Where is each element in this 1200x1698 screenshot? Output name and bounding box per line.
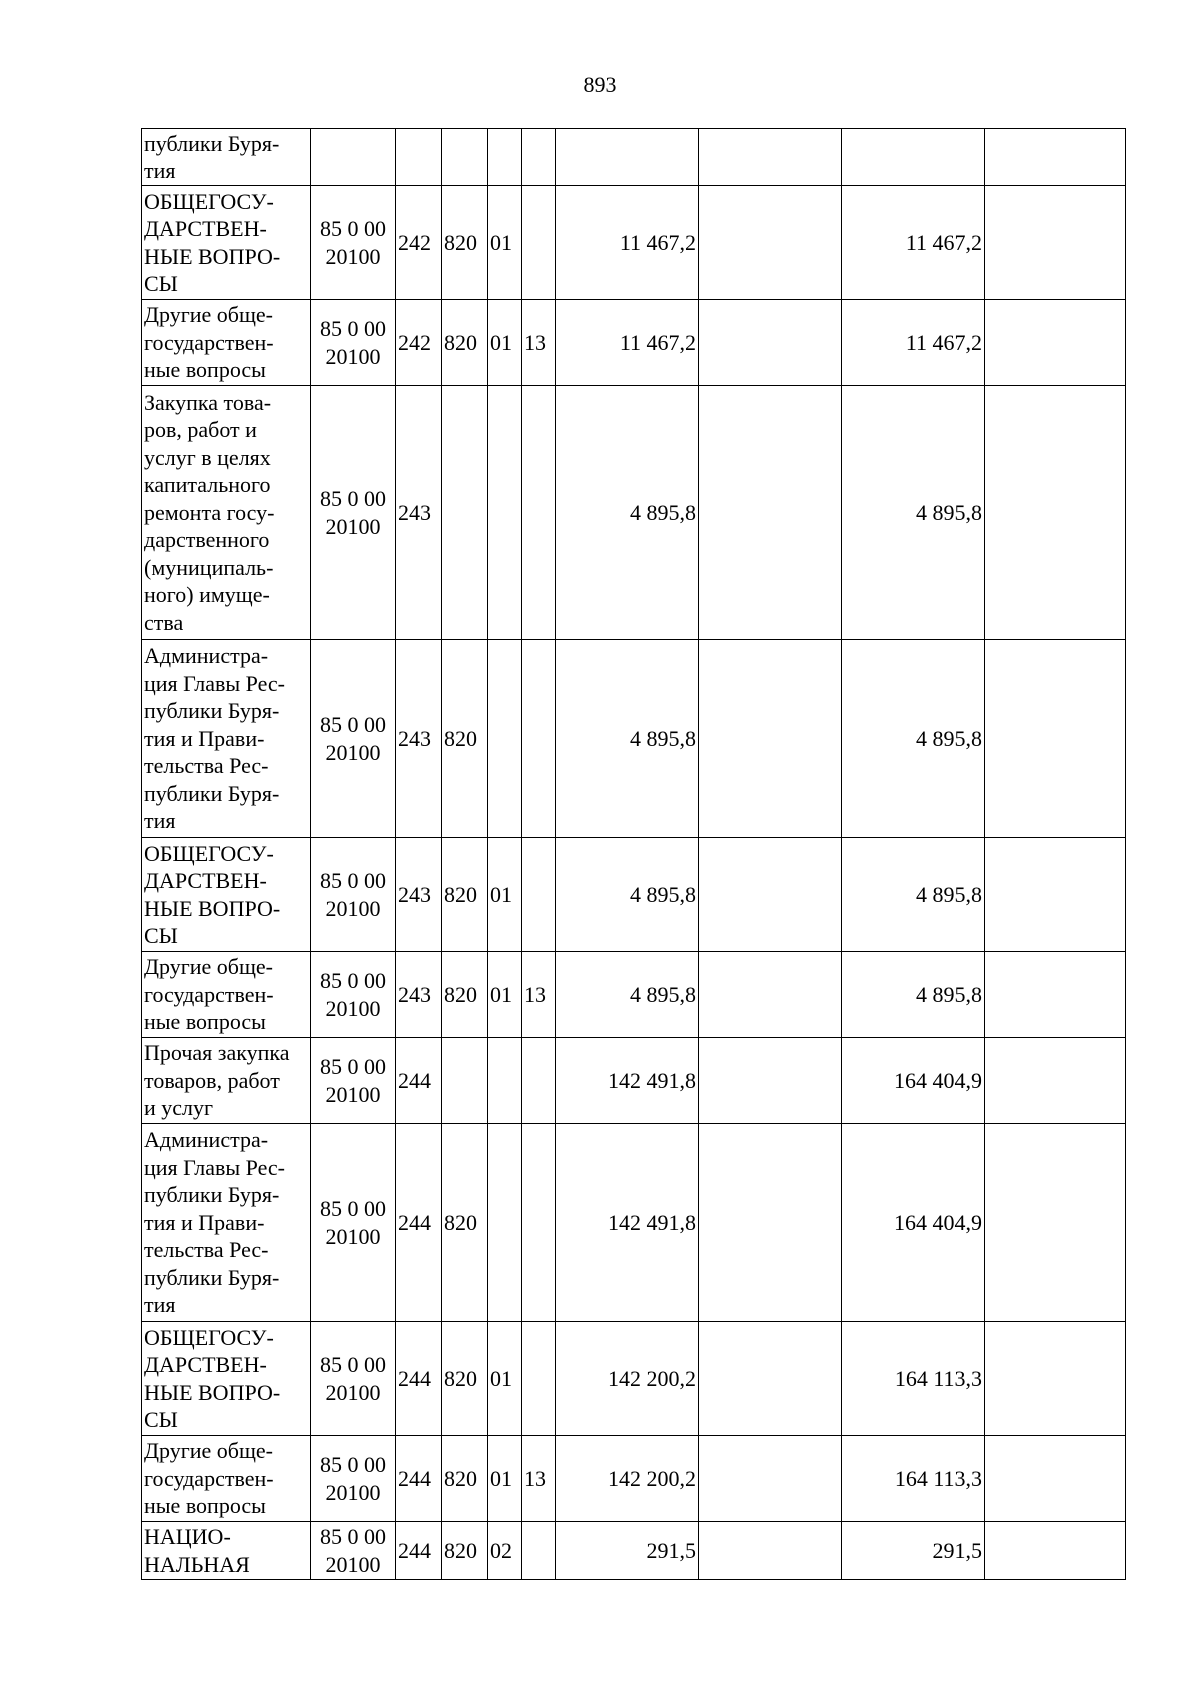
csr-cell: 85 0 00 20100 xyxy=(311,300,396,386)
amount-cell-3: 164 113,3 xyxy=(842,1322,985,1436)
name-cell: Администра- ция Главы Рес- публики Буря- тия и Прави- тельства Рес- публики Буря- тия xyxy=(142,640,311,838)
table-row xyxy=(142,640,1126,838)
vr-cell: 244 xyxy=(396,1436,442,1522)
table-row xyxy=(142,129,1126,186)
amount-cell-2 xyxy=(699,838,842,952)
rz-cell xyxy=(488,1038,522,1124)
amount-cell-2 xyxy=(699,300,842,386)
amount-cell-4 xyxy=(985,1322,1126,1436)
amount-cell-3: 291,5 xyxy=(842,1522,985,1580)
amount-cell-2 xyxy=(699,186,842,300)
name-cell: ОБЩЕГОСУ- ДАРСТВЕН- НЫЕ ВОПРО- СЫ xyxy=(142,186,311,300)
amount-cell-3: 164 113,3 xyxy=(842,1436,985,1522)
csr-cell: 85 0 00 20100 xyxy=(311,640,396,838)
amount-cell-2 xyxy=(699,1322,842,1436)
rz-cell: 01 xyxy=(488,838,522,952)
amount-cell-1: 142 200,2 xyxy=(556,1436,699,1522)
vr-cell: 242 xyxy=(396,186,442,300)
pr-cell: 13 xyxy=(522,300,556,386)
csr-cell: 85 0 00 20100 xyxy=(311,386,396,640)
amount-cell-1: 4 895,8 xyxy=(556,386,699,640)
amount-cell-3: 164 404,9 xyxy=(842,1124,985,1322)
amount-cell-2 xyxy=(699,1038,842,1124)
ved-cell: 820 xyxy=(442,1436,488,1522)
ved-cell: 820 xyxy=(442,1522,488,1580)
name-cell: публики Буря- тия xyxy=(142,129,311,186)
budget-table xyxy=(141,128,1126,1580)
amount-cell-3: 164 404,9 xyxy=(842,1038,985,1124)
table-row xyxy=(142,1124,1126,1322)
name-cell: ОБЩЕГОСУ- ДАРСТВЕН- НЫЕ ВОПРО- СЫ xyxy=(142,838,311,952)
rz-cell xyxy=(488,640,522,838)
pr-cell xyxy=(522,640,556,838)
pr-cell xyxy=(522,1322,556,1436)
table-row xyxy=(142,1322,1126,1436)
amount-cell-1: 142 491,8 xyxy=(556,1124,699,1322)
amount-cell-4 xyxy=(985,952,1126,1038)
table-row xyxy=(142,300,1126,386)
pr-cell xyxy=(522,1522,556,1580)
amount-cell-4 xyxy=(985,1436,1126,1522)
vr-cell: 243 xyxy=(396,952,442,1038)
vr-cell: 243 xyxy=(396,640,442,838)
rz-cell xyxy=(488,386,522,640)
amount-cell-1: 142 491,8 xyxy=(556,1038,699,1124)
name-cell: Администра- ция Главы Рес- публики Буря- тия и Прави- тельства Рес- публики Буря- тия xyxy=(142,1124,311,1322)
csr-cell: 85 0 00 20100 xyxy=(311,1322,396,1436)
amount-cell-2 xyxy=(699,1522,842,1580)
amount-cell-1: 291,5 xyxy=(556,1522,699,1580)
amount-cell-4 xyxy=(985,386,1126,640)
rz-cell xyxy=(488,129,522,186)
amount-cell-1: 4 895,8 xyxy=(556,838,699,952)
name-cell: Другие обще- государствен- ные вопросы xyxy=(142,300,311,386)
table-row xyxy=(142,386,1126,640)
csr-cell: 85 0 00 20100 xyxy=(311,1522,396,1580)
amount-cell-2 xyxy=(699,952,842,1038)
csr-cell: 85 0 00 20100 xyxy=(311,1038,396,1124)
rz-cell: 02 xyxy=(488,1522,522,1580)
pr-cell: 13 xyxy=(522,1436,556,1522)
name-cell: Закупка това- ров, работ и услуг в целях капитального ремонта госу- дарственного (муниципаль- ного) имуще- ства xyxy=(142,386,311,640)
vr-cell: 242 xyxy=(396,300,442,386)
ved-cell xyxy=(442,386,488,640)
vr-cell: 243 xyxy=(396,838,442,952)
table-row xyxy=(142,1038,1126,1124)
csr-cell: 85 0 00 20100 xyxy=(311,186,396,300)
rz-cell: 01 xyxy=(488,1322,522,1436)
ved-cell xyxy=(442,129,488,186)
ved-cell: 820 xyxy=(442,186,488,300)
vr-cell: 244 xyxy=(396,1124,442,1322)
amount-cell-1: 142 200,2 xyxy=(556,1322,699,1436)
name-cell: Прочая закупка товаров, работ и услуг xyxy=(142,1038,311,1124)
amount-cell-2 xyxy=(699,1436,842,1522)
amount-cell-2 xyxy=(699,640,842,838)
ved-cell: 820 xyxy=(442,838,488,952)
rz-cell xyxy=(488,1124,522,1322)
amount-cell-2 xyxy=(699,386,842,640)
amount-cell-3: 11 467,2 xyxy=(842,300,985,386)
table-row xyxy=(142,838,1126,952)
pr-cell xyxy=(522,186,556,300)
rz-cell: 01 xyxy=(488,1436,522,1522)
amount-cell-3: 4 895,8 xyxy=(842,640,985,838)
pr-cell xyxy=(522,129,556,186)
vr-cell: 244 xyxy=(396,1522,442,1580)
amount-cell-1 xyxy=(556,129,699,186)
pr-cell xyxy=(522,838,556,952)
name-cell: Другие обще- государствен- ные вопросы xyxy=(142,1436,311,1522)
csr-cell: 85 0 00 20100 xyxy=(311,838,396,952)
ved-cell xyxy=(442,1038,488,1124)
pr-cell xyxy=(522,386,556,640)
table-row xyxy=(142,1522,1126,1580)
ved-cell: 820 xyxy=(442,640,488,838)
amount-cell-4 xyxy=(985,186,1126,300)
vr-cell xyxy=(396,129,442,186)
ved-cell: 820 xyxy=(442,1322,488,1436)
table-row xyxy=(142,952,1126,1038)
rz-cell: 01 xyxy=(488,300,522,386)
amount-cell-2 xyxy=(699,129,842,186)
amount-cell-3: 4 895,8 xyxy=(842,838,985,952)
pr-cell: 13 xyxy=(522,952,556,1038)
table-row xyxy=(142,1436,1126,1522)
amount-cell-3: 11 467,2 xyxy=(842,186,985,300)
name-cell: НАЦИО- НАЛЬНАЯ xyxy=(142,1522,311,1580)
pr-cell xyxy=(522,1124,556,1322)
csr-cell: 85 0 00 20100 xyxy=(311,1436,396,1522)
amount-cell-4 xyxy=(985,1124,1126,1322)
amount-cell-3: 4 895,8 xyxy=(842,952,985,1038)
table-body xyxy=(142,129,1126,1580)
pr-cell xyxy=(522,1038,556,1124)
amount-cell-3 xyxy=(842,129,985,186)
amount-cell-4 xyxy=(985,640,1126,838)
amount-cell-1: 11 467,2 xyxy=(556,300,699,386)
amount-cell-4 xyxy=(985,1522,1126,1580)
amount-cell-4 xyxy=(985,129,1126,186)
rz-cell: 01 xyxy=(488,186,522,300)
vr-cell: 244 xyxy=(396,1322,442,1436)
vr-cell: 243 xyxy=(396,386,442,640)
csr-cell: 85 0 00 20100 xyxy=(311,1124,396,1322)
rz-cell: 01 xyxy=(488,952,522,1038)
ved-cell: 820 xyxy=(442,300,488,386)
ved-cell: 820 xyxy=(442,952,488,1038)
amount-cell-1: 4 895,8 xyxy=(556,640,699,838)
csr-cell: 85 0 00 20100 xyxy=(311,952,396,1038)
amount-cell-1: 4 895,8 xyxy=(556,952,699,1038)
amount-cell-4 xyxy=(985,1038,1126,1124)
ved-cell: 820 xyxy=(442,1124,488,1322)
table-row xyxy=(142,186,1126,300)
name-cell: Другие обще- государствен- ные вопросы xyxy=(142,952,311,1038)
amount-cell-1: 11 467,2 xyxy=(556,186,699,300)
page-number: 893 xyxy=(583,72,617,97)
csr-cell xyxy=(311,129,396,186)
amount-cell-4 xyxy=(985,838,1126,952)
amount-cell-2 xyxy=(699,1124,842,1322)
vr-cell: 244 xyxy=(396,1038,442,1124)
amount-cell-4 xyxy=(985,300,1126,386)
amount-cell-3: 4 895,8 xyxy=(842,386,985,640)
name-cell: ОБЩЕГОСУ- ДАРСТВЕН- НЫЕ ВОПРО- СЫ xyxy=(142,1322,311,1436)
